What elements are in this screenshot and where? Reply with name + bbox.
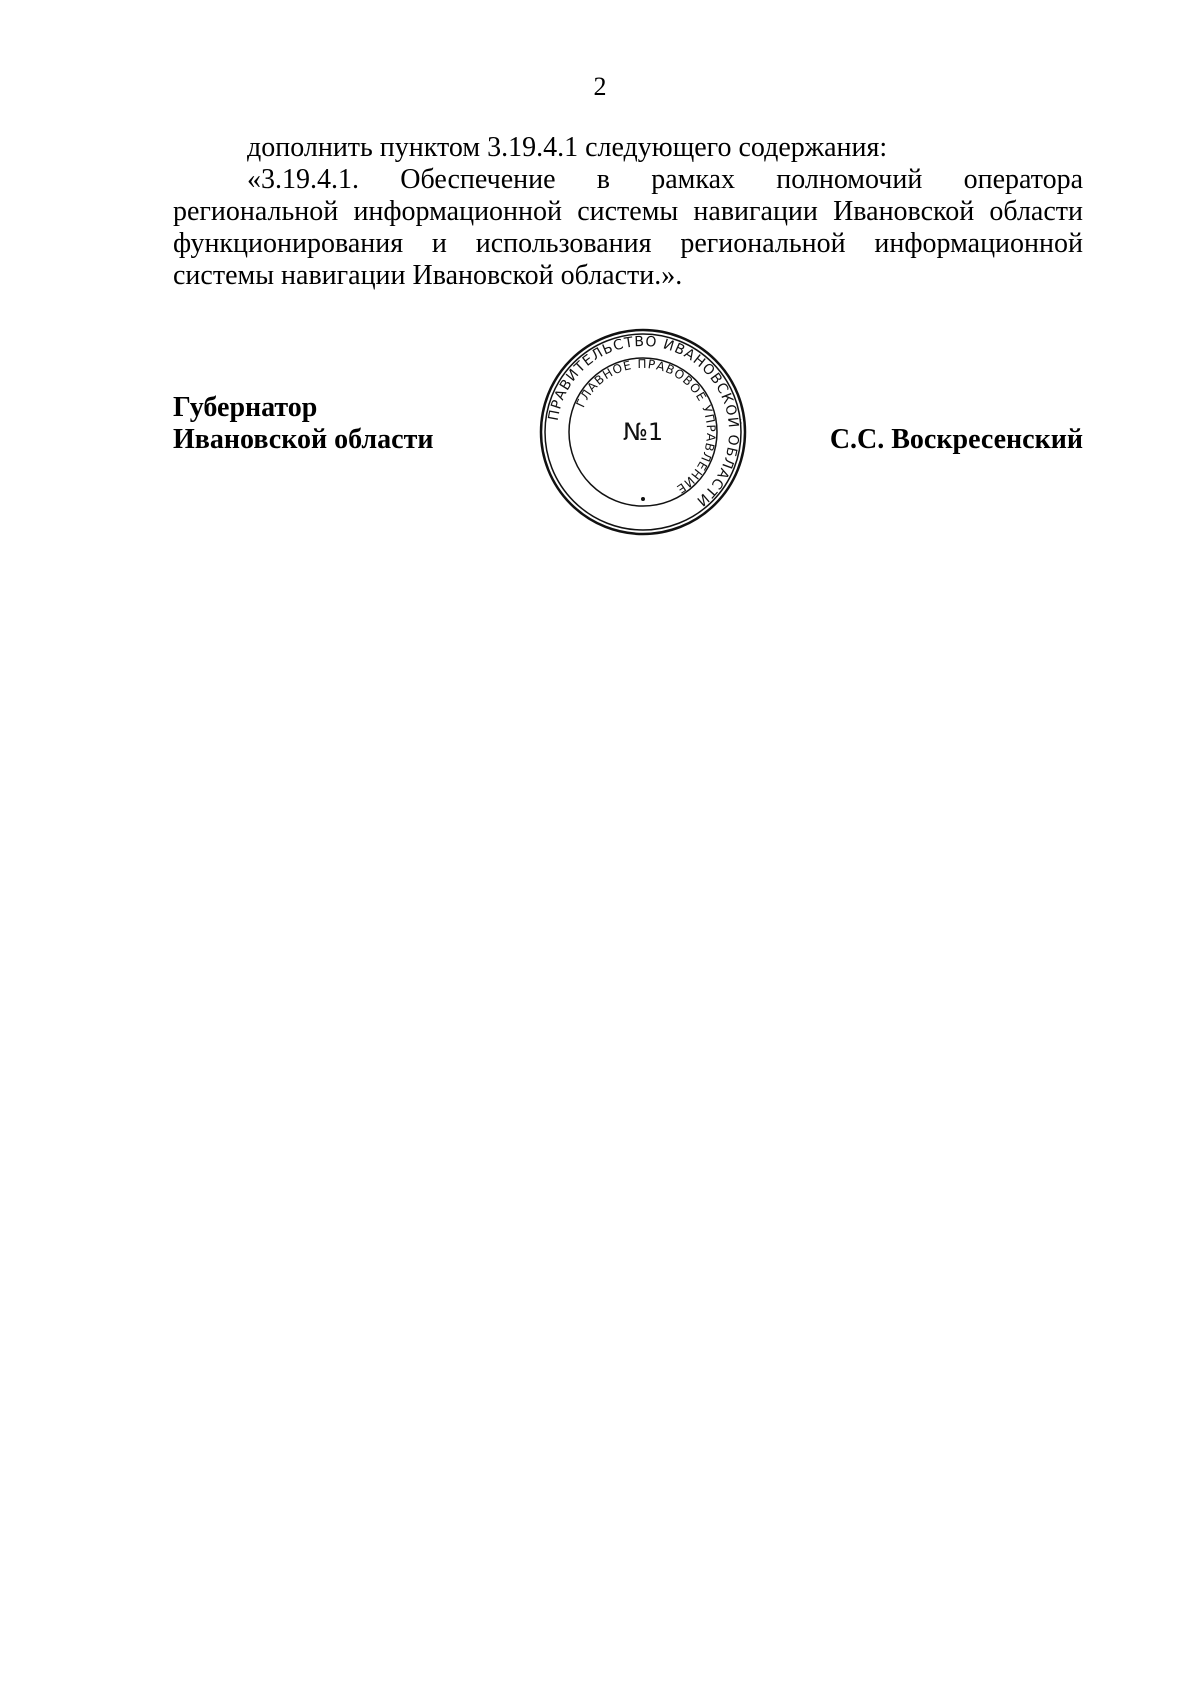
document-body [173, 132, 1083, 292]
amendment-clause-paragraph: «3.19.4.1. Обеспечение в рамках полномочий оператора региональной информационной системы навигации Ивановской области функционирования и использования региональной информационной системы навигации Ивановской области.». [173, 164, 1083, 291]
seal-dot [641, 497, 645, 501]
signer-position-line-2: Ивановской области [173, 424, 434, 455]
seal-inner-text: ГЛАВНОЕ ПРАВОВОЕ УПРАВЛЕНИЕ [573, 356, 719, 497]
seal-graphic [538, 327, 748, 537]
seal-outer-text: ПРАВИТЕЛЬСТВО ИВАНОВСКОЙ ОБЛАСТИ [545, 333, 742, 510]
signer-position-line-1: Губернатор [173, 392, 318, 423]
signer-name: С.С. Воскресенский [829, 424, 1083, 455]
official-seal-stamp [538, 327, 748, 537]
amendment-intro-paragraph: дополнить пунктом 3.19.4.1 следующего содержания: [247, 132, 888, 163]
signature-position [173, 392, 433, 456]
page-number: 2 [593, 72, 607, 101]
seal-number: №1 [622, 418, 664, 446]
